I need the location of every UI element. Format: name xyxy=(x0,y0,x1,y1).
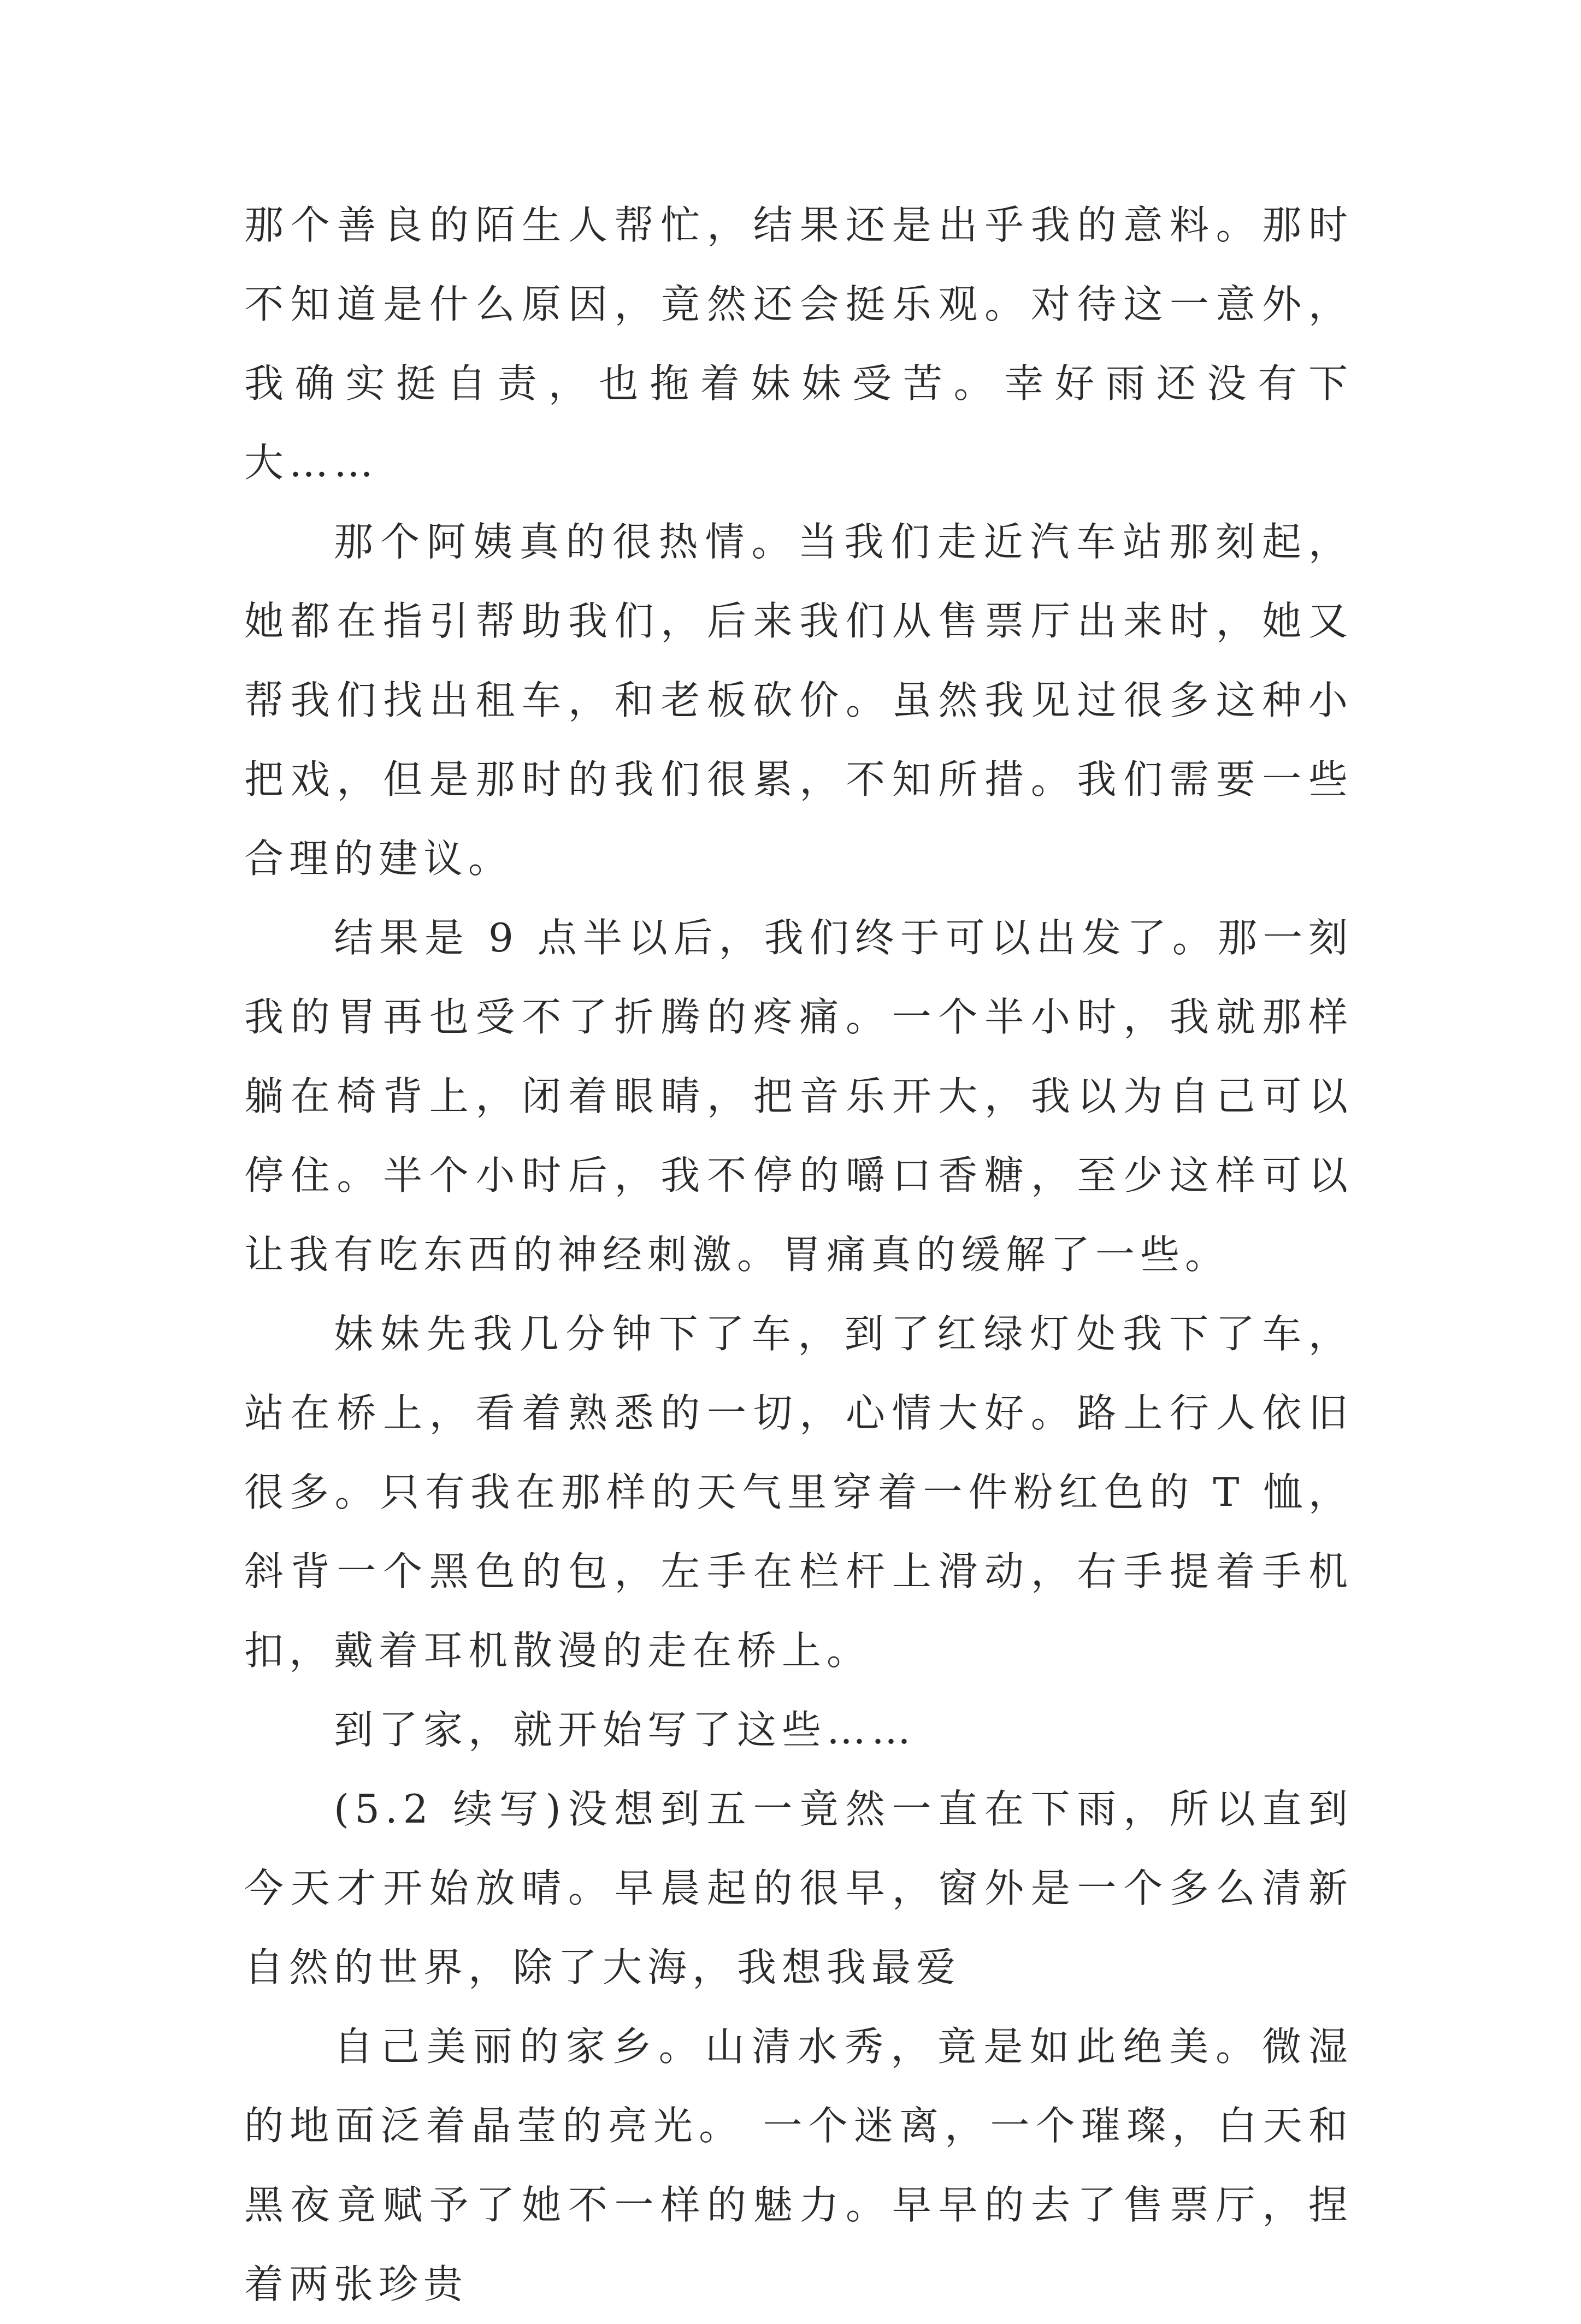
paragraph-3: 结果是 9 点半以后，我们终于可以出发了。那一刻我的胃再也受不了折腾的疼痛。一个半小时，我就那样躺在椅背上，闭着眼睛，把音乐开大，我以为自己可以停住。半个小时后，我不停的嚼口香糖，至少这样可以让我有吃东西的神经刺激。胃痛真的缓解了一些。 xyxy=(244,915,1353,1278)
paragraph-4: 妹妹先我几分钟下了车，到了红绿灯处我下了车，站在桥上，看着熟悉的一切，心情大好。路上行人依旧很多。只有我在那样的天气里穿着一件粉红色的 T 恤，斜背一个黑色的包，左手在栏杆上滑动，右手提着手机扣，戴着耳机散漫的走在桥上。 xyxy=(244,1311,1353,1673)
body-text xyxy=(244,186,1353,2324)
paragraph-5: 到了家，就开始写了这些…… xyxy=(334,1707,917,1753)
paragraph-6: (5.2 续写)没想到五一竟然一直在下雨，所以直到今天才开始放晴。早晨起的很早，窗外是一个多么清新自然的世界，除了大海，我想我最爱 xyxy=(244,1786,1353,1990)
paragraph-2: 那个阿姨真的很热情。当我们走近汽车站那刻起，她都在指引帮助我们，后来我们从售票厅出来时，她又帮我们找出租车，和老板砍价。虽然我见过很多这种小把戏，但是那时的我们很累，不知所措。我们需要一些合理的建议。 xyxy=(244,519,1353,882)
paragraph-1: 那个善良的陌生人帮忙，结果还是出乎我的意料。那时不知道是什么原因，竟然还会挺乐观。对待这一意外，我确实挺自责，也拖着妹妹受苦。幸好雨还没有下大…… xyxy=(244,202,1353,486)
paragraph-7: 自己美丽的家乡。山清水秀，竟是如此绝美。微湿的地面泛着晶莹的亮光。 一个迷离，一个璀璨，白天和黑夜竟赋予了她不一样的魅力。早早的去了售票厅，捏着两张珍贵 xyxy=(244,2024,1353,2307)
